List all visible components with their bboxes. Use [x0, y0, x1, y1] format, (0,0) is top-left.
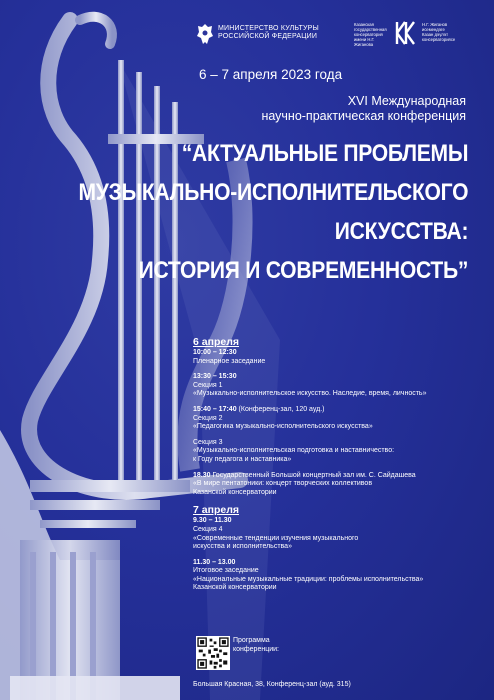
- program-schedule: [193, 336, 483, 600]
- conservatory-logo-icon: [394, 20, 416, 46]
- conference-dates: 6 – 7 апреля 2023 года: [199, 67, 343, 82]
- session-text: искусства и исполнительства»: [193, 543, 292, 551]
- state-emblem-icon: [196, 22, 214, 46]
- session-text: «Национальные музыкальные традиции: проблемы исполнительства»: [193, 575, 424, 583]
- ministry-line: РОССИЙСКОЙ ФЕДЕРАЦИИ: [218, 33, 318, 40]
- session-text: Секция 3: [193, 438, 223, 446]
- session-text: «Музыкально-исполнительское искусство. Наследие, время, личность»: [193, 390, 427, 398]
- schedule-item: [193, 472, 483, 498]
- qr-caption-line: Программа: [233, 637, 270, 644]
- qr-caption: [233, 637, 279, 654]
- session-text: Пленарное заседание: [193, 357, 266, 365]
- conservatory-name-tatar: [422, 22, 474, 42]
- session-time: 18.30: [193, 471, 211, 479]
- conservatory-line: Казанская: [354, 22, 374, 27]
- session-text: «Педагогика музыкально-исполнительского искусства»: [193, 423, 373, 431]
- session-place: (Конференц-зал, 120 ауд.): [236, 405, 325, 413]
- ministry-line: МИНИСТЕРСТВО КУЛЬТУРЫ: [218, 25, 319, 32]
- header-logos: [196, 20, 480, 50]
- conference-edition: [261, 94, 466, 124]
- ministry-name: [218, 25, 319, 41]
- venue-address: Большая Красная, 38, Конференц-зал (ауд. 315): [193, 681, 351, 688]
- session-text: Казанской консерватории: [193, 584, 277, 592]
- session-place: Государственный Большой концертный зал им. С. Сайдашева: [210, 471, 416, 479]
- schedule-item: [193, 373, 483, 399]
- session-time: 13:30 – 15:30: [193, 373, 237, 381]
- session-time: 9.30 – 11.30: [193, 517, 232, 525]
- session-text: к Году педагога и наставника»: [193, 455, 292, 463]
- title-line: МУЗЫКАЛЬНО-ИСПОЛНИТЕЛЬСКОГО: [78, 179, 468, 206]
- title-line: ИСТОРИЯ И СОВРЕМЕННОСТЬ”: [138, 257, 468, 284]
- conservatory-line: консерватория: [354, 32, 383, 37]
- session-text: «Музыкально-исполнительская подготовка и наставничество:: [193, 447, 395, 455]
- session-text: Секция 2: [193, 414, 223, 422]
- session-text: Казанской консерватории: [193, 488, 277, 496]
- session-text: Секция 4: [193, 525, 223, 533]
- edition-line: научно-практическая конференция: [261, 109, 466, 123]
- session-text: «Современные тенденции изучения музыкального: [193, 534, 359, 542]
- schedule-item: [193, 439, 483, 465]
- qr-caption-line: конференции:: [233, 645, 279, 653]
- program-qr-code[interactable]: [196, 636, 230, 670]
- schedule-item: [193, 559, 483, 593]
- logo-name-line: исемендәге: [422, 27, 445, 32]
- schedule-item: [193, 406, 483, 432]
- session-time: 15:40 – 17:40: [193, 405, 237, 413]
- session-text: Секция 1: [193, 381, 223, 389]
- conservatory-line: государственная: [354, 27, 387, 32]
- session-time: 11.30 – 13.00: [193, 558, 236, 566]
- day-heading: 6 апреля: [193, 336, 239, 348]
- logo-name-line: консерваториясе: [422, 37, 456, 42]
- title-line: ИСКУССТВА:: [334, 218, 468, 245]
- session-text: «В мире пентатоники: концерт творческих коллективов: [193, 480, 373, 488]
- conservatory-name: [354, 22, 392, 47]
- day-heading: 7 апреля: [193, 504, 239, 517]
- logo-name-line: Казан дәүләт: [422, 32, 449, 37]
- session-time: 10:00 – 12:30: [193, 349, 237, 356]
- edition-line: XVI Международная: [347, 94, 466, 108]
- session-text: Итоговое заседание: [193, 567, 259, 575]
- schedule-item: [193, 517, 483, 551]
- schedule-item: [193, 349, 483, 366]
- logo-name-line: Н.Г. Жиганов: [422, 22, 448, 27]
- conference-title: [78, 134, 468, 290]
- conservatory-line: имени Н.Г. Жиганова: [354, 37, 375, 47]
- title-line: “АКТУАЛЬНЫЕ ПРОБЛЕМЫ: [181, 140, 468, 167]
